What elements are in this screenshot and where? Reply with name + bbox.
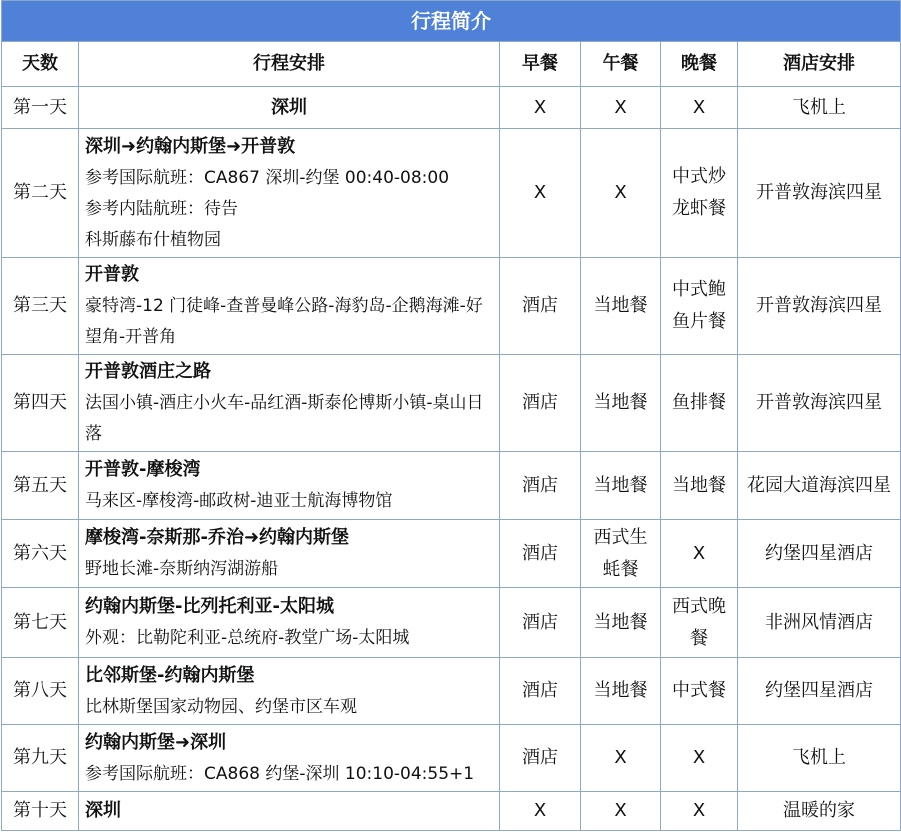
hotel-cell: 开普敦海滨四星 xyxy=(738,355,901,452)
day-cell: 第六天 xyxy=(2,520,79,588)
itinerary-line: 科斯藤布什植物园 xyxy=(85,229,221,250)
day-cell: 第九天 xyxy=(2,725,79,792)
day-cell: 第四天 xyxy=(2,355,79,452)
header-row xyxy=(2,42,901,87)
itinerary-title: 摩梭湾-奈斯那-乔治➜约翰内斯堡 xyxy=(85,527,350,548)
table-row xyxy=(2,725,901,792)
day-cell: 第三天 xyxy=(2,258,79,355)
itinerary-line: 参考内陆航班：待告 xyxy=(85,198,238,219)
dinner-cell: 西式晚餐 xyxy=(661,588,738,658)
itinerary-cell xyxy=(79,452,500,520)
itinerary-cell xyxy=(79,520,500,588)
hotel-cell: 约堡四星酒店 xyxy=(738,520,901,588)
dinner-cell: X xyxy=(661,87,738,129)
hotel-cell: 飞机上 xyxy=(738,725,901,792)
lunch-cell: 当地餐 xyxy=(581,355,661,452)
hotel-cell: 飞机上 xyxy=(738,87,901,129)
itinerary-title: 深圳 xyxy=(85,800,121,821)
table-row xyxy=(2,520,901,588)
table-row xyxy=(2,658,901,725)
lunch-cell: X xyxy=(581,725,661,792)
dinner-cell: 中式鲍鱼片餐 xyxy=(661,258,738,355)
itinerary-cell xyxy=(79,725,500,792)
breakfast-cell: 酒店 xyxy=(500,725,581,792)
itinerary-title: 深圳 xyxy=(79,87,500,129)
dinner-cell: X xyxy=(661,725,738,792)
dinner-cell: X xyxy=(661,520,738,588)
itinerary-cell xyxy=(79,129,500,258)
itinerary-line: 马来区-摩梭湾-邮政树-迪亚士航海博物馆 xyxy=(85,491,393,511)
table-title: 行程简介 xyxy=(2,1,901,42)
header-itinerary: 行程安排 xyxy=(79,42,500,87)
itinerary-line: 参考国际航班：CA867 深圳-约堡 00:40-08:00 xyxy=(85,167,450,188)
breakfast-cell: X xyxy=(500,87,581,129)
itinerary-line: 外观：比勒陀利亚-总统府-教堂广场-太阳城 xyxy=(85,628,410,648)
header-lunch: 午餐 xyxy=(581,42,661,87)
lunch-cell: 西式生蚝餐 xyxy=(581,520,661,588)
lunch-cell: X xyxy=(581,87,661,129)
day-cell: 第二天 xyxy=(2,129,79,258)
breakfast-cell: X xyxy=(500,129,581,258)
header-hotel: 酒店安排 xyxy=(738,42,901,87)
table-row xyxy=(2,452,901,520)
title-row xyxy=(2,1,901,42)
header-breakfast: 早餐 xyxy=(500,42,581,87)
lunch-cell: 当地餐 xyxy=(581,588,661,658)
itinerary-cell xyxy=(79,658,500,725)
table-row xyxy=(2,258,901,355)
breakfast-cell: 酒店 xyxy=(500,355,581,452)
day-cell: 第七天 xyxy=(2,588,79,658)
table-row xyxy=(2,87,901,129)
itinerary-line: 比林斯堡国家动物园、约堡市区车观 xyxy=(85,696,357,717)
dinner-cell: 当地餐 xyxy=(661,452,738,520)
hotel-cell: 开普敦海滨四星 xyxy=(738,129,901,258)
hotel-cell: 约堡四星酒店 xyxy=(738,658,901,725)
breakfast-cell: 酒店 xyxy=(500,658,581,725)
lunch-cell: X xyxy=(581,792,661,831)
itinerary-title: 开普敦-摩梭湾 xyxy=(85,459,201,480)
lunch-cell: X xyxy=(581,129,661,258)
lunch-cell: 当地餐 xyxy=(581,258,661,355)
breakfast-cell: 酒店 xyxy=(500,588,581,658)
itinerary-line: 豪特湾-12 门徒峰-查普曼峰公路-海豹岛-企鹅海滩-好望角-开普角 xyxy=(85,296,483,347)
itinerary-title: 开普敦酒庄之路 xyxy=(85,361,211,382)
itinerary-title: 约翰内斯堡-比列托利亚-太阳城 xyxy=(85,596,334,617)
table-row xyxy=(2,792,901,831)
header-day: 天数 xyxy=(2,42,79,87)
table-row xyxy=(2,355,901,452)
itinerary-cell xyxy=(79,792,500,831)
table-row xyxy=(2,129,901,258)
itinerary-title: 约翰内斯堡➜深圳 xyxy=(85,731,227,753)
breakfast-cell: 酒店 xyxy=(500,452,581,520)
breakfast-cell: 酒店 xyxy=(500,520,581,588)
lunch-cell: 当地餐 xyxy=(581,452,661,520)
itinerary-title: 开普敦 xyxy=(85,264,139,285)
breakfast-cell: 酒店 xyxy=(500,258,581,355)
lunch-cell: 当地餐 xyxy=(581,658,661,725)
itinerary-cell xyxy=(79,355,500,452)
itinerary-title: 比邻斯堡-约翰内斯堡 xyxy=(85,664,255,686)
table-row xyxy=(2,588,901,658)
hotel-cell: 温暖的家 xyxy=(738,792,901,831)
dinner-cell: 中式炒龙虾餐 xyxy=(661,129,738,258)
header-dinner: 晚餐 xyxy=(661,42,738,87)
dinner-cell: 鱼排餐 xyxy=(661,355,738,452)
itinerary-cell xyxy=(79,258,500,355)
itinerary-line: 法国小镇-酒庄小火车-品红酒-斯泰伦博斯小镇-桌山日落 xyxy=(85,393,484,444)
day-cell: 第八天 xyxy=(2,658,79,725)
itinerary-cell xyxy=(79,588,500,658)
dinner-cell: X xyxy=(661,792,738,831)
hotel-cell: 花园大道海滨四星 xyxy=(738,452,901,520)
itinerary-line: 野地长滩-奈斯纳泻湖游船 xyxy=(85,559,279,579)
breakfast-cell: X xyxy=(500,792,581,831)
hotel-cell: 非洲风情酒店 xyxy=(738,588,901,658)
day-cell: 第五天 xyxy=(2,452,79,520)
itinerary-title: 深圳➜约翰内斯堡➜开普敦 xyxy=(85,135,296,157)
day-cell: 第一天 xyxy=(2,87,79,129)
itinerary-line: 参考国际航班：CA868 约堡-深圳 10:10-04:55+1 xyxy=(85,763,475,784)
itinerary-document xyxy=(1,0,900,831)
dinner-cell: 中式餐 xyxy=(661,658,738,725)
day-cell: 第十天 xyxy=(2,792,79,831)
hotel-cell: 开普敦海滨四星 xyxy=(738,258,901,355)
itinerary-table xyxy=(1,0,901,831)
